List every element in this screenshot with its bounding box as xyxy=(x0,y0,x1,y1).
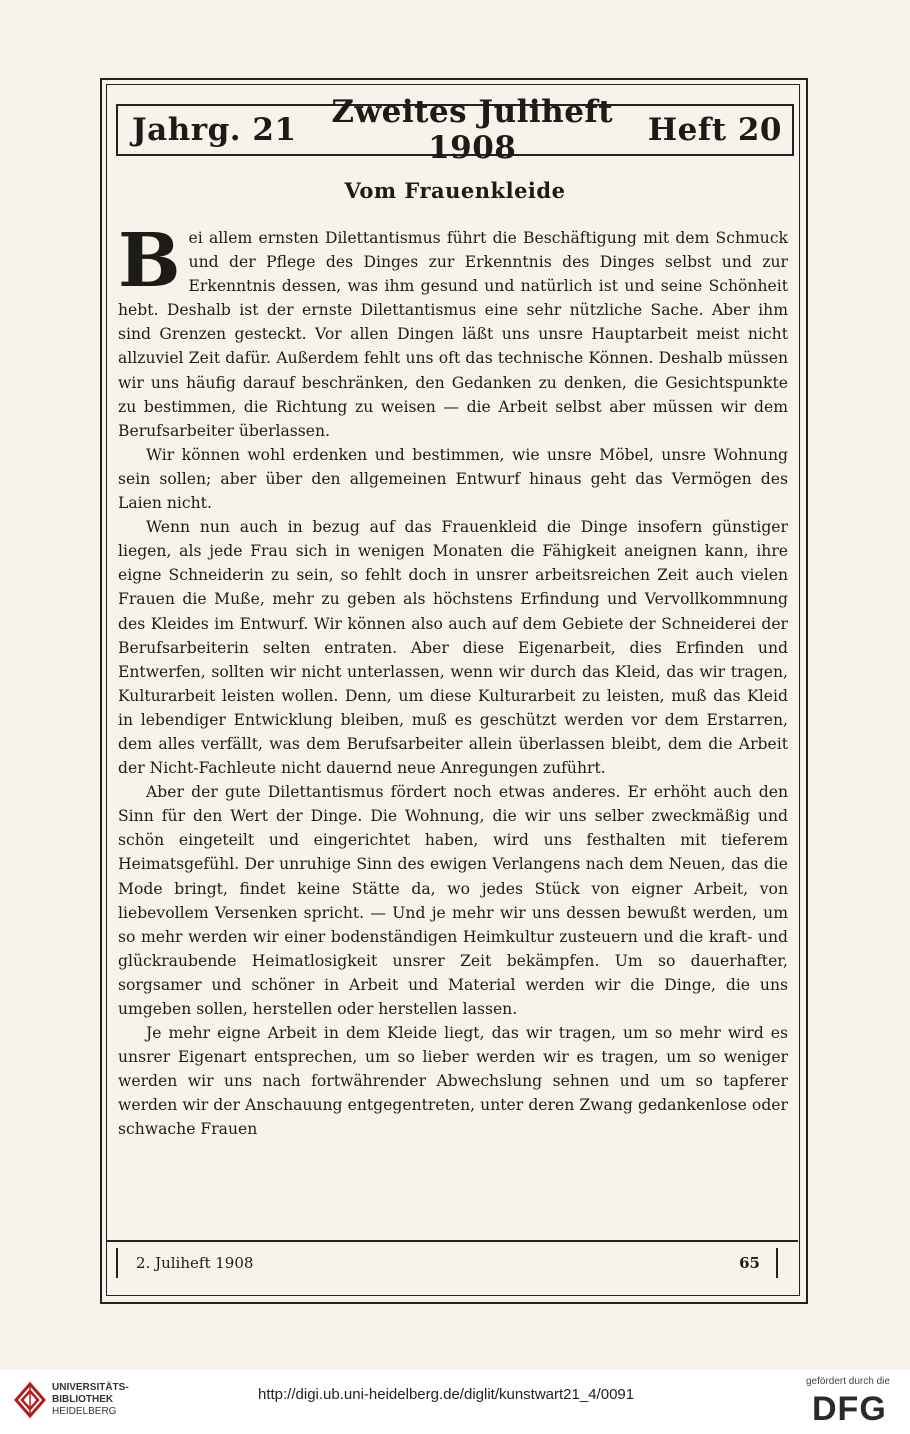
viewer-bottom-bar xyxy=(0,1370,910,1434)
paragraph: Je mehr eigne Arbeit in dem Kleide liegt, das wir tragen, um so mehr wird es unsrer Eigenart entsprechen, um so lieber werden wir es tragen, um so weniger werden wir uns nach fortwährender Abwechslung sehnen und um so tapferer werden wir der Anschauung entgegentreten, unter deren Zwang gedankenlose oder schwache Frauen xyxy=(118,1024,788,1139)
article-body xyxy=(118,218,788,1142)
running-footer xyxy=(116,1248,778,1278)
paragraph: Wenn nun auch in bezug auf das Frauenkleid die Dinge insofern günstiger liegen, als jede Frau sich in wenigen Monaten die Fähigkeit aneignen kann, ihre eigne Schneiderin zu sein, so fehlt doch in unsrer arbeitsreichen Zeit auch vielen Frauen die Muße, mehr zu geben als höchstens Erfindung und Vervollkommnung des Kleides im Entwurf. Wir können also auch auf dem Gebiete der Schneiderei der Berufsarbeiterin selten entraten. Aber diese Eigenarbeit, dies Erfinden und Entwerfen, sollten wir nicht unterlassen, wenn wir durch das Kleid, das wir tragen, Kulturarbeit leisten wollen. Denn, um diese Kulturarbeit zu leisten, muß das Kleid in lebendiger Entwicklung bleiben, muß es geschützt werden vor dem Erstarren, dem alles verfällt, was dem Berufsarbeiter allein überlassen bleibt, dem die Arbeit der Nicht-Fachleute nicht dauernd neue Anregungen zuführt. xyxy=(118,518,788,778)
ub-heidelberg-logo-icon[interactable] xyxy=(12,1380,48,1420)
header-issue-title: Zweites Juliheft 1908 xyxy=(331,94,614,166)
paragraph: Wir können wohl erdenken und bestimmen, wie unsre Möbel, unsre Wohnung sein sollen; aber über den allgemeinen Entwurf hinaus geht das Vermögen des Laien nicht. xyxy=(118,445,788,513)
header-volume: Jahrg. 21 xyxy=(132,112,297,148)
source-url[interactable]: http://digi.ub.uni-heidelberg.de/diglit/kunstwart21_4/0091 xyxy=(258,1386,635,1403)
footer-rule xyxy=(106,1240,798,1242)
library-name[interactable]: UNIVERSITÄTS- BIBLIOTHEK HEIDELBERG xyxy=(52,1382,129,1417)
drop-cap: B xyxy=(118,218,181,304)
article-title: Vom Frauenkleide xyxy=(344,178,566,203)
funded-by-label: gefördert durch die xyxy=(806,1376,890,1387)
paragraph: Aber der gute Dilettantismus fördert noch etwas anderes. Er erhöht auch den Sinn für den Wert der Dinge. Die Wohnung, die wir uns selber zweckmäßig und schön eingeteilt und eingerichtet haben, wird uns festhalten mit tieferem Heimatsgefühl. Der unruhige Sinn des ewigen Verlangens nach dem Neuen, das die Mode bringt, findet keine Stätte da, wo jedes Stück von eigner Arbeit, von liebevollem Versenken spricht. — Und je mehr wir uns dessen bewußt werden, um so mehr werden wir einer bodenständigen Heimkultur zusteuern und die kraft- und glückraubende Heimatlosigkeit unsrer Zeit bekämpfen. Um so dauerhafter, sorgsamer und schöner in Arbeit und Material werden wir die Dinge, die uns umgeben sollen, herstellen oder herstellen lassen. xyxy=(118,783,788,1018)
running-header xyxy=(116,94,794,166)
page-number: 65 xyxy=(739,1254,760,1272)
paragraph: Bei allem ernsten Dilettantismus führt die Beschäftigung mit dem Schmuck und der Pflege des Dinges zur Erkenntnis des Dinges selbst und zur Erkenntnis dessen, was ihm gesund und natürlich ist und seine Schönheit hebt. Deshalb ist der ernste Dilettantismus eine sehr nützliche Sache. Aber ihm sind Grenzen gesteckt. Vor allen Dingen läßt uns unsre Hauptarbeit meist nicht allzuviel Zeit dafür. Außerdem fehlt uns oft das technische Können. Deshalb müssen wir uns häufig darauf beschränken, den Gedanken zu denken, die Gesichtspunkte zu bestimmen, die Richtung zu weisen — die Arbeit selbst aber müssen wir dem Berufsarbeiter überlassen. xyxy=(118,218,788,440)
dfg-logo[interactable]: DFG xyxy=(812,1390,887,1428)
footer-issue: 2. Juliheft 1908 xyxy=(136,1254,254,1272)
header-issue-number: Heft 20 xyxy=(647,112,782,148)
